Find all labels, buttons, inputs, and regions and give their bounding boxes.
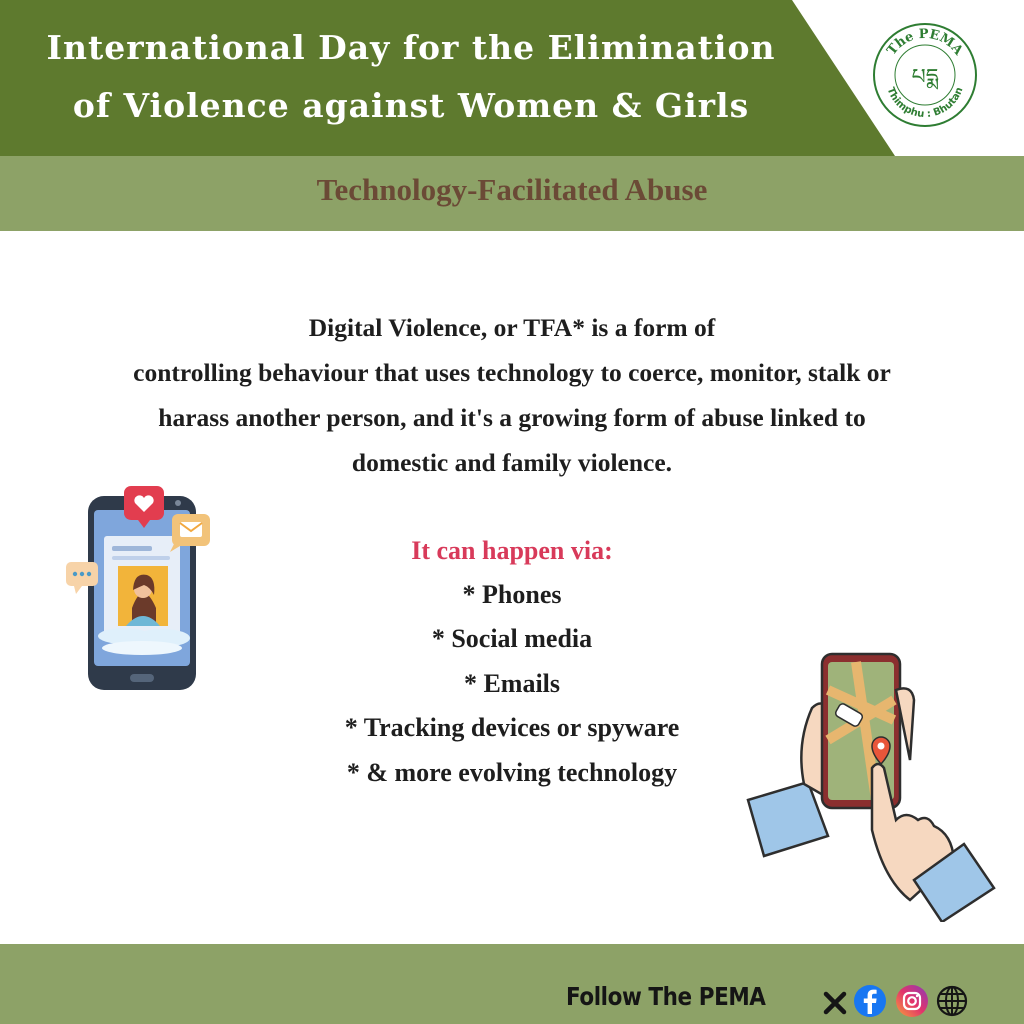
title-line-1: International Day for the Elimination [46,28,776,67]
intro-line-2: controlling behaviour that uses technology to coerce, monitor, stalk or [133,358,891,387]
intro-line-3: harass another person, and it's a growing form of abuse linked to [158,403,866,432]
header-banner [0,0,1024,156]
list-item-more: * & more evolving technology [346,758,678,787]
facebook-icon[interactable] [853,984,887,1018]
list-item-emails: * Emails [463,669,561,698]
follow-label: Follow The PEMA [566,982,766,1011]
list-item-phones: * Phones [462,580,562,609]
pema-logo [872,22,978,128]
list-lead: It can happen via: [411,536,613,565]
logo-ring-top: The PEMA [884,26,966,59]
map-phone-illustration [746,650,996,922]
logo-glyph: པདྨ [911,65,939,90]
list-item-tracking: * Tracking devices or spyware [344,713,680,742]
header-logo-area [0,0,1024,156]
list-item-social-media: * Social media [431,624,593,653]
subheader-title: Technology-Facilitated Abuse [316,172,708,207]
intro-line-1: Digital Violence, or TFA* is a form of [308,313,716,342]
instagram-icon[interactable] [895,984,929,1018]
intro-line-4: domestic and family violence. [351,448,673,477]
title-line-2: of Violence against Women & Girls [72,86,750,125]
logo-ring-bottom: Thimphu : Bhutan [884,85,966,121]
x-icon[interactable] [818,984,852,1018]
phone-profile-illustration [62,486,214,692]
globe-icon[interactable] [935,984,969,1018]
